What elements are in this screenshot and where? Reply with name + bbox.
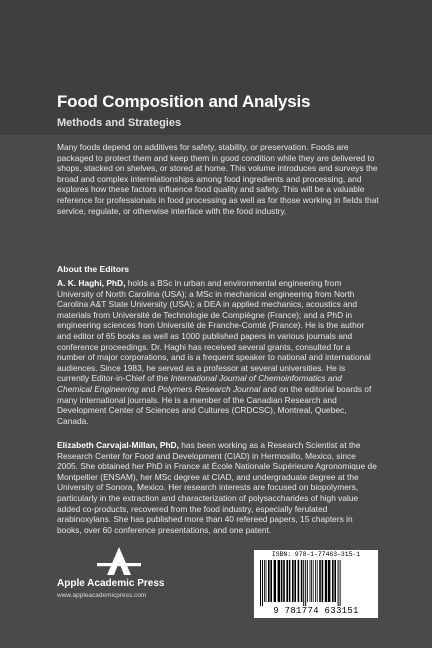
barcode-bar [319,560,321,602]
barcode-bar [292,560,294,602]
barcode-bar [310,560,311,602]
isbn-label: ISBN: 978-1-77463-315-1 [271,551,361,558]
barcode-bar [338,560,339,606]
editor-bio-haghi [57,278,379,426]
barcode-bar [307,560,308,602]
bio-text: has been working as a Research Scientist at the Research Center for Food and Development (CIAD) in Hermosillo, Mexico, since 2005. She obtained her PhD in France at École Nationale Supérieure Agronomique de Montpellier (ENSAM), her MSc degree at CIAD, and undergraduate degree at the University of Sonora, Mexico. Her research interests are focused on biopolymers, particularly in the extraction and characterization of polysaccharides of high value added co-products, recovered from the food industry, especially ferulated arabinoxylans. She has published more than 40 refereed papers, 15 chapters in books, over 60 conference presentations, and one patent. [57,440,377,535]
barcode-bar [298,560,300,602]
barcode-bar [313,560,314,602]
barcode-bar [270,560,272,602]
barcode-bar [286,560,288,602]
barcode-bar [334,560,336,602]
barcode-digits: 9 781774 633151 [273,606,359,616]
barcode-bar [294,560,296,602]
book-title: Food Composition and Analysis [57,92,311,111]
barcode-bar [281,560,283,602]
book-description: Many foods depend on additives for safety, stability, or preservation. Foods are packaged to protect them and keep them in good condition while they are delivered to shops, stacked on shelves, or stored at home. This volume introduces and surveys the broad and complex interrelationships among food ingredients and processing, and explores how these factors influence food quality and safety. This will be a valuable reference for professionals in food processing as well as for those working in fields that service, regulate, or otherwise interface with the food industry. [57,142,379,216]
publisher-url[interactable]: www.appleacademicpress.com [57,592,147,599]
barcode-bar [266,560,267,602]
barcode-bar [305,560,306,606]
apple-academic-press-logo-icon [97,547,141,575]
barcode-bar [325,560,327,602]
barcode-bar [274,560,276,602]
barcode-bar [283,560,285,602]
barcode-bar [322,560,324,602]
barcode-bar [301,560,303,602]
editor-name-haghi: A. K. Haghi, PhD, [57,278,126,288]
barcode-bar [264,560,265,602]
barcode-bar [328,560,330,602]
bio-text: and [138,383,158,394]
book-subtitle: Methods and Strategies [57,117,182,129]
barcode-bar [317,560,318,602]
barcode-bar [262,560,263,606]
barcode-bars [258,560,374,606]
barcode-bar [315,560,316,602]
barcode-bar [289,560,291,602]
barcode-bar [260,560,261,606]
editor-name-carvajal: Elizabeth Carvajal-Millan, PhD, [57,440,179,450]
barcode-bar [311,560,312,602]
bio-text: and on the editorial boards of many international journals. He is a member of the Canadian Research and Development Center of Sciences and Cultures (CRDCSC), Montreal, Quebec, Canada. [57,383,372,426]
top-band [0,0,432,135]
barcode-bar [303,560,304,606]
editors-heading: About the Editors [57,264,130,274]
journal-title: International Journal of Chemoinformatics and Chemical Engineering [57,373,342,394]
publisher-name: Apple Academic Press [57,578,165,589]
barcode [254,550,378,618]
barcode-bar [278,560,280,602]
editor-bio-carvajal [57,440,379,535]
barcode-bar [268,560,270,602]
bio-text: holds a BSc in urban and environmental engineering from University of North Carolina (USA); a MSc in mechanical engineering from North Carolina A&T State University (USA); a DEA in applied mechanics, acoustics and materials from Université de Technologie de Compiègne (France); and a PhD in engineering sciences from Université de Franche-Comté (France). He is the author and editor of 65 books as well as 1000 published papers in various journals and conference proceedings. Dr. Haghi has received several grants, consulted for a number of major corporations, and is a frequent speaker to national and international audiences. Since 1983, he served as a professor at several universities. He is currently Editor-in-Chief of the [57,278,371,384]
barcode-bar [340,560,341,606]
barcode-bar [332,560,334,602]
publisher-logo [57,547,177,607]
journal-title: Polymers Research Journal [157,383,261,394]
